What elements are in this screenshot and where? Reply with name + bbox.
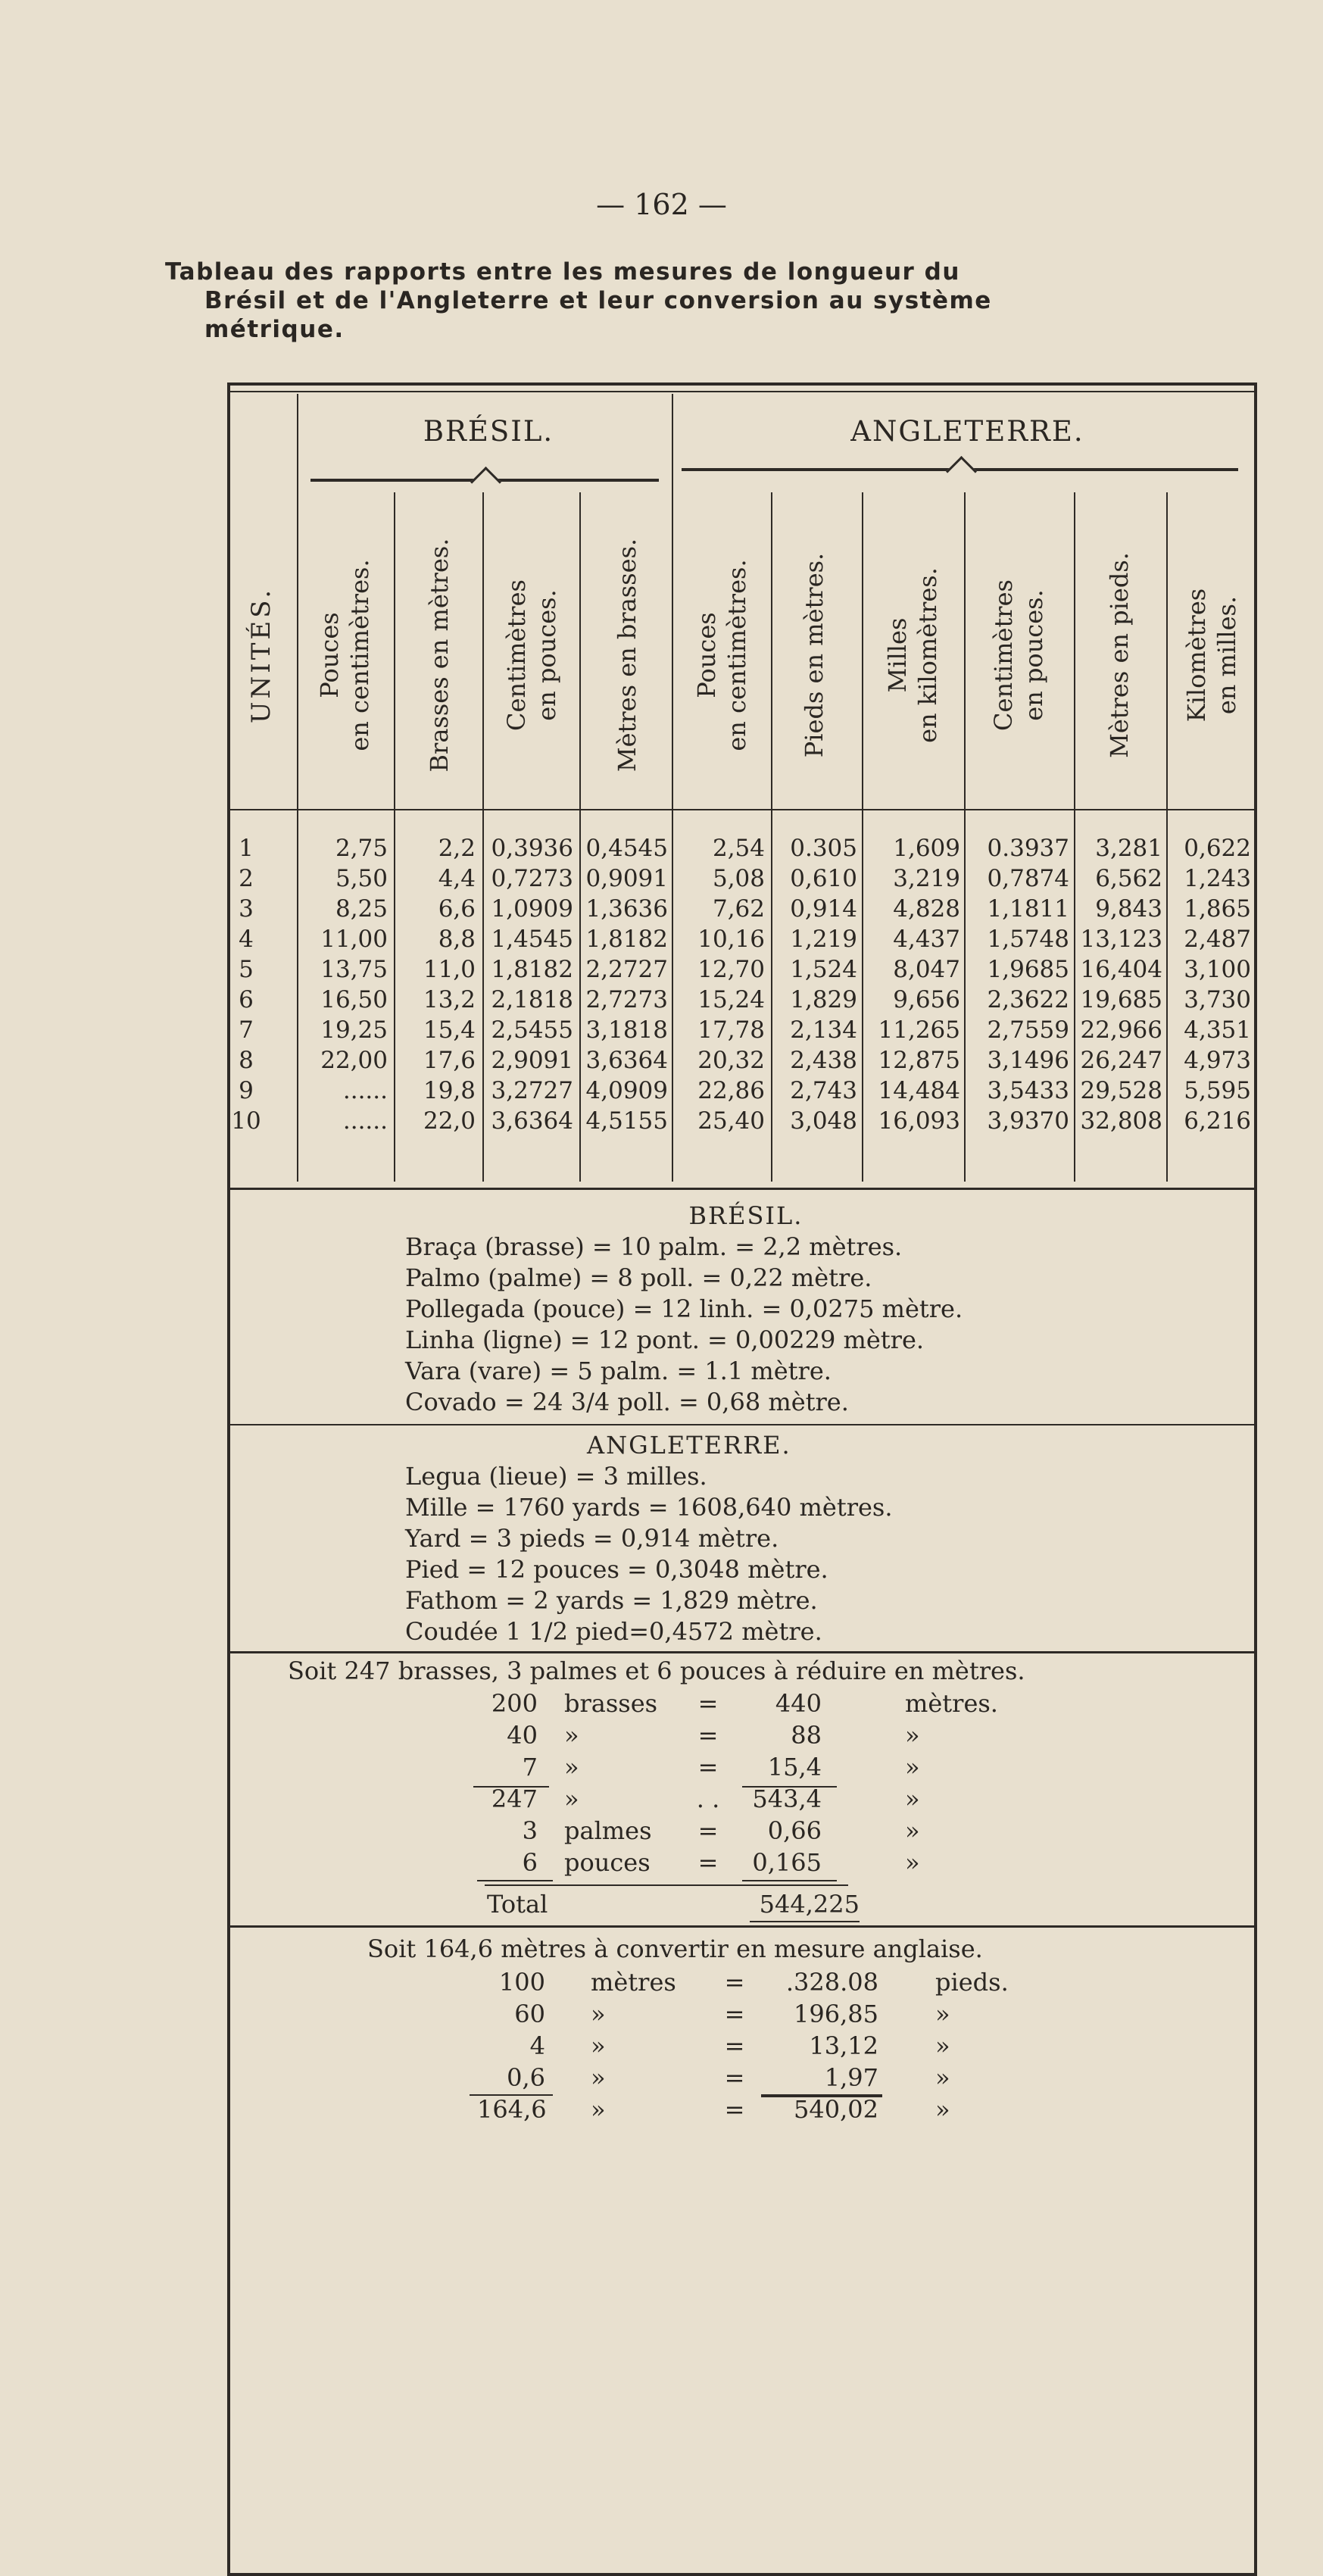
frame-inner-rule (227, 391, 1257, 392)
table-cell: 20,32 (697, 1047, 765, 1074)
table-cell: 15,4 (423, 1016, 476, 1044)
table-cell: 3,1818 (585, 1016, 668, 1044)
angleterre-note-line: Coudée 1 1/2 pied=0,4572 mètre. (405, 1617, 822, 1646)
table-cell: 1,0909 (491, 895, 573, 923)
table-cell: 3,048 (790, 1107, 857, 1135)
table-cell: 3,2727 (491, 1077, 573, 1104)
table-cell: 3,281 (1095, 835, 1162, 862)
ex1-unit-to: » (905, 1784, 920, 1813)
ex1-unit-from: brasses (564, 1689, 658, 1718)
example-separator (227, 1925, 1257, 1928)
column-header-pouces-cm: Pouces en centimètres. (315, 559, 374, 751)
table-cell: 2,134 (790, 1016, 857, 1044)
ex2-equals-sign: = (724, 2031, 745, 2060)
column-header-pieds-m: Pieds en mètres. (800, 552, 828, 758)
brace-bresil (310, 479, 659, 482)
table-cell: 8,25 (335, 895, 388, 923)
ex1-unit-to: » (905, 1816, 920, 1845)
table-cell: 1,524 (790, 956, 857, 983)
underline (477, 1880, 553, 1881)
angleterre-note-line: Pied = 12 pouces = 0,3048 mètre. (405, 1555, 828, 1584)
table-cell: 29,528 (1080, 1077, 1162, 1104)
angleterre-note-line: Legua (lieue) = 3 milles. (405, 1462, 707, 1491)
bresil-note-line: Braça (brasse) = 10 palm. = 2,2 mètres. (405, 1232, 903, 1261)
col-divider (672, 394, 673, 1182)
ex2-converted-value: 196,85 (794, 2000, 878, 2028)
ex1-amount: 7 (522, 1753, 538, 1781)
table-cell: 2,3622 (987, 986, 1069, 1013)
angleterre-notes-header: ANGLETERRE. (587, 1431, 791, 1460)
table-cell: 3,1496 (987, 1047, 1069, 1074)
ex2-unit-from: » (591, 2095, 606, 2124)
bresil-note-line: Linha (ligne) = 12 pont. = 0,00229 mètre. (405, 1325, 925, 1354)
ex1-converted-value: 0,165 (752, 1848, 822, 1877)
ex1-amount: 6 (522, 1848, 538, 1877)
table-cell: 6,6 (438, 895, 476, 923)
col-divider (862, 492, 863, 1182)
page-number: — 162 — (596, 188, 727, 221)
table-cell: 19,25 (320, 1016, 388, 1044)
ex2-equals-sign: = (724, 2095, 745, 2124)
ex2-amount: 0,6 (507, 2063, 545, 2092)
table-cell: 6,562 (1095, 865, 1162, 892)
row-number: 4 (239, 926, 254, 953)
table-cell: 2,487 (1184, 926, 1251, 953)
column-header-unites: UNITÉS. (246, 586, 276, 724)
table-cell: 32,808 (1080, 1107, 1162, 1135)
column-header-brasses-m: Brasses en mètres. (425, 538, 454, 773)
page-title (165, 258, 1272, 344)
example-1-heading: Soit 247 brasses, 3 palmes et 6 pouces à réduire en mètres. (288, 1656, 1025, 1685)
underline (750, 1921, 860, 1922)
underline (761, 2094, 882, 2097)
row-number: 5 (239, 956, 254, 983)
ex1-equals-sign: = (697, 1721, 719, 1750)
table-cell: 1,3636 (585, 895, 668, 923)
table-cell: 4,5155 (585, 1107, 668, 1135)
table-cell: 0,622 (1184, 835, 1251, 862)
table-cell: 1,8182 (491, 956, 573, 983)
table-cell: 22,00 (320, 1047, 388, 1074)
table-cell: 13,123 (1080, 926, 1162, 953)
table-cell: 4,973 (1184, 1047, 1251, 1074)
ex2-unit-to: » (935, 2000, 950, 2028)
col-divider (1074, 492, 1075, 1182)
ex1-unit-from: palmes (564, 1816, 652, 1845)
angleterre-note-line: Fathom = 2 yards = 1,829 mètre. (405, 1586, 818, 1615)
ex2-equals-sign: = (724, 2000, 745, 2028)
underline (742, 1786, 837, 1788)
table-cell: 6,216 (1184, 1107, 1251, 1135)
row-number: 10 (231, 1107, 261, 1135)
title-line-3: métrique. (204, 316, 345, 343)
ex1-unit-to: » (905, 1753, 920, 1781)
row-number: 3 (239, 895, 254, 923)
ex1-unit-to: » (905, 1721, 920, 1750)
ex1-unit-from: » (564, 1753, 579, 1781)
table-cell: 4,437 (893, 926, 960, 953)
table-cell: 4,828 (893, 895, 960, 923)
bresil-note-line: Vara (vare) = 5 palm. = 1.1 mètre. (405, 1357, 832, 1385)
table-cell: 2,75 (335, 835, 388, 862)
table-cell: 9,656 (893, 986, 960, 1013)
ex2-equals-sign: = (724, 2063, 745, 2092)
table-cell: 9,843 (1095, 895, 1162, 923)
ex1-amount: 3 (522, 1816, 538, 1845)
table-cell: ...... (342, 1077, 388, 1104)
table-cell: 0,610 (790, 865, 857, 892)
table-cell: 10,16 (697, 926, 765, 953)
ex2-amount: 60 (514, 2000, 545, 2028)
table-cell: 0,9091 (585, 865, 668, 892)
table-cell: 17,78 (697, 1016, 765, 1044)
ex1-equals-sign: = (697, 1753, 719, 1781)
ex1-amount: 40 (507, 1721, 538, 1750)
table-cell: 16,50 (320, 986, 388, 1013)
table-cell: 0.305 (790, 835, 857, 862)
table-cell: 2,9091 (491, 1047, 573, 1074)
table-cell: 2,54 (712, 835, 765, 862)
row-number: 6 (239, 986, 254, 1013)
ex2-equals-sign: = (724, 1968, 745, 1997)
ex2-converted-value: 540,02 (794, 2095, 878, 2124)
bresil-note-line: Palmo (palme) = 8 poll. = 0,22 mètre. (405, 1263, 872, 1292)
table-cell: 2,1818 (491, 986, 573, 1013)
table-cell: 26,247 (1080, 1047, 1162, 1074)
ex1-converted-value: 15,4 (767, 1753, 822, 1781)
table-cell: 1,829 (790, 986, 857, 1013)
ex1-equals-sign: = (697, 1848, 719, 1877)
column-header-m-brasses: Mètres en brasses. (613, 538, 641, 773)
ex2-unit-from: » (591, 2000, 606, 2028)
column-header-cm-pouces: Centimètres en pouces. (502, 579, 561, 731)
table-cell: 4,4 (438, 865, 476, 892)
table-cell: 1,8182 (585, 926, 668, 953)
ex2-unit-from: » (591, 2063, 606, 2092)
row-number: 7 (239, 1016, 254, 1044)
bresil-note-line: Pollegada (pouce) = 12 linh. = 0,0275 mètre. (405, 1294, 963, 1323)
row-number: 1 (239, 835, 254, 862)
table-cell: 16,093 (878, 1107, 960, 1135)
underline (742, 1880, 837, 1881)
table-cell: 2,438 (790, 1047, 857, 1074)
col-divider (771, 492, 772, 1182)
table-cell: 25,40 (697, 1107, 765, 1135)
table-cell: 8,047 (893, 956, 960, 983)
table-cell: 3,9370 (987, 1107, 1069, 1135)
underline (473, 1786, 549, 1788)
ex1-unit-to: mètres. (905, 1689, 998, 1718)
ex2-unit-to: » (935, 2031, 950, 2060)
table-cell: 22,0 (423, 1107, 476, 1135)
column-header-km-milles: Kilomètres en milles. (1182, 588, 1241, 723)
table-bottom-rule (227, 1188, 1257, 1190)
bresil-notes (405, 1201, 1087, 1418)
table-cell: 5,08 (712, 865, 765, 892)
table-cell: 0,7273 (491, 865, 573, 892)
example-1 (288, 1655, 1250, 1687)
table-cell: ...... (342, 1107, 388, 1135)
ex2-unit-to: » (935, 2063, 950, 2092)
table-cell: 1,243 (1184, 865, 1251, 892)
ex2-converted-value: .328.08 (785, 1968, 878, 1997)
table-cell: 3,219 (893, 865, 960, 892)
ex1-converted-value: 0,66 (767, 1816, 822, 1845)
table-cell: 2,5455 (491, 1016, 573, 1044)
table-cell: 4,0909 (585, 1077, 668, 1104)
angleterre-note-line: Yard = 3 pieds = 0,914 mètre. (405, 1524, 779, 1553)
underline (470, 2094, 553, 2096)
table-cell: 12,875 (878, 1047, 960, 1074)
table-cell: 13,75 (320, 956, 388, 983)
brace-angleterre (682, 468, 1238, 471)
column-header-milles-km: Milles en kilomètres. (883, 567, 942, 743)
table-cell: 0,914 (790, 895, 857, 923)
table-cell: 0.3937 (987, 835, 1069, 862)
col-divider (964, 492, 966, 1182)
table-cell: 1,219 (790, 926, 857, 953)
table-cell: 17,6 (423, 1047, 476, 1074)
ex2-amount: 100 (498, 1968, 545, 1997)
example-2-heading: Soit 164,6 mètres à convertir en mesure anglaise. (367, 1934, 983, 1963)
table-cell: 1,4545 (491, 926, 573, 953)
ex1-amount: 247 (491, 1784, 538, 1813)
ex1-total-value: 544,225 (759, 1890, 860, 1919)
row-number: 8 (239, 1047, 254, 1074)
table-cell: 16,404 (1080, 956, 1162, 983)
table-cell: 7,62 (712, 895, 765, 923)
ex1-unit-from: pouces (564, 1848, 651, 1877)
column-header-pouces-cm-en: Pouces en centimètres. (692, 559, 751, 751)
ex1-converted-value: 88 (791, 1721, 822, 1750)
table-cell: 22,966 (1080, 1016, 1162, 1044)
total-rule (485, 1884, 848, 1886)
table-cell: 1,1811 (987, 895, 1069, 923)
table-cell: 14,484 (878, 1077, 960, 1104)
table-cell: 15,24 (697, 986, 765, 1013)
table-cell: 5,595 (1184, 1077, 1251, 1104)
row-number: 2 (239, 865, 254, 892)
ex2-unit-from: » (591, 2031, 606, 2060)
ex2-unit-to: pieds. (935, 1968, 1009, 1997)
ex2-converted-value: 1,97 (824, 2063, 878, 2092)
ex1-equals-sign: . . (696, 1784, 720, 1813)
table-cell: 2,2 (438, 835, 476, 862)
angleterre-note-line: Mille = 1760 yards = 1608,640 mètres. (405, 1493, 893, 1522)
table-cell: 3,6364 (585, 1047, 668, 1074)
column-header-cm-pouces-en: Centimètres en pouces. (989, 579, 1048, 731)
table-cell: 19,685 (1080, 986, 1162, 1013)
angleterre-notes (405, 1430, 1087, 1647)
table-cell: 3,100 (1184, 956, 1251, 983)
bresil-notes-header: BRÉSIL. (688, 1201, 803, 1230)
table-cell: 22,86 (697, 1077, 765, 1104)
table-cell: 2,743 (790, 1077, 857, 1104)
table-cell: 0,7874 (987, 865, 1069, 892)
notes-separator (227, 1651, 1257, 1653)
ex2-unit-from: mètres (591, 1968, 676, 1997)
example-2 (367, 1933, 1200, 1965)
bresil-note-line: Covado = 24 3/4 poll. = 0,68 mètre. (405, 1388, 849, 1416)
ex1-unit-to: » (905, 1848, 920, 1877)
row-number: 9 (239, 1077, 254, 1104)
ex1-equals-sign: = (697, 1816, 719, 1845)
group-header-angleterre: ANGLETERRE. (850, 415, 1084, 448)
notes-separator (227, 1424, 1257, 1425)
table-cell: 3,730 (1184, 986, 1251, 1013)
table-cell: 11,265 (878, 1016, 960, 1044)
table-cell: 11,0 (423, 956, 476, 983)
table-cell: 8,8 (438, 926, 476, 953)
table-cell: 3,5433 (987, 1077, 1069, 1104)
table-cell: 11,00 (320, 926, 388, 953)
ex1-converted-value: 440 (775, 1689, 822, 1718)
ex1-total-label: Total (487, 1890, 548, 1919)
ex1-unit-from: » (564, 1721, 579, 1750)
col-divider (394, 492, 395, 1182)
table-cell: 2,2727 (585, 956, 668, 983)
table-cell: 3,6364 (491, 1107, 573, 1135)
title-line-2: Brésil et de l'Angleterre et leur conversion au système (204, 287, 992, 314)
ex2-unit-to: » (935, 2095, 950, 2124)
group-header-bresil: BRÉSIL. (423, 415, 554, 448)
table-cell: 12,70 (697, 956, 765, 983)
table-cell: 0,3936 (491, 835, 573, 862)
table-cell: 2,7273 (585, 986, 668, 1013)
ex1-amount: 200 (491, 1689, 538, 1718)
ex1-equals-sign: = (697, 1689, 719, 1718)
table-cell: 2,7559 (987, 1016, 1069, 1044)
ex1-converted-value: 543,4 (752, 1784, 822, 1813)
ex1-unit-from: » (564, 1784, 579, 1813)
table-cell: 0,4545 (585, 835, 668, 862)
col-divider (1166, 492, 1168, 1182)
column-header-m-pieds: Mètres en pieds. (1105, 552, 1134, 758)
ex2-converted-value: 13,12 (809, 2031, 878, 2060)
table-cell: 1,609 (893, 835, 960, 862)
table-cell: 1,5748 (987, 926, 1069, 953)
table-cell: 13,2 (423, 986, 476, 1013)
ex2-amount: 4 (529, 2031, 545, 2060)
table-cell: 4,351 (1184, 1016, 1251, 1044)
ex2-amount: 164,6 (477, 2095, 547, 2124)
table-cell: 5,50 (335, 865, 388, 892)
table-cell: 1,865 (1184, 895, 1251, 923)
title-line-1: Tableau des rapports entre les mesures de longueur du (165, 258, 960, 286)
table-cell: 1,9685 (987, 956, 1069, 983)
table-cell: 19,8 (423, 1077, 476, 1104)
